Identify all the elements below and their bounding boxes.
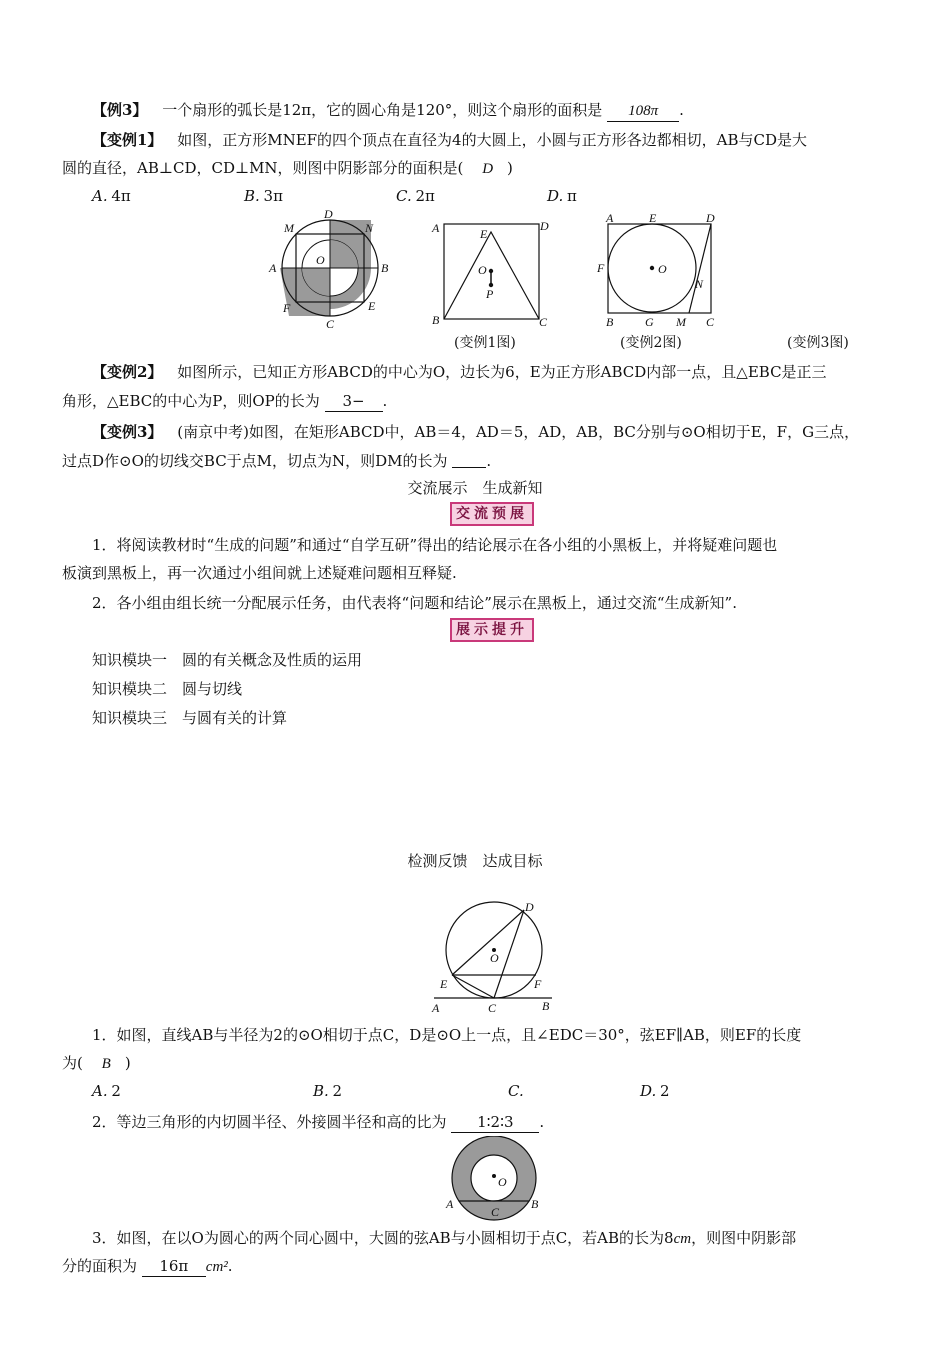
variant3-line1 — [92, 422, 859, 442]
exchange-item1a: 1．将阅读教材时“生成的问题”和通过“自学互研”得出的结论展示在各小组的小黑板上，并将疑难问题也 — [92, 536, 778, 554]
showcase-badge: 展示提升 — [450, 618, 534, 642]
svg-text:C: C — [706, 315, 715, 329]
svg-text:N: N — [365, 221, 374, 235]
module-3: 知识模块三 与圆有关的计算 — [92, 709, 288, 727]
variant3-figure — [596, 210, 726, 332]
svg-text:A: A — [432, 221, 440, 235]
svg-text:A: A — [269, 261, 277, 275]
variant1-label: 【变例1】 — [92, 131, 163, 149]
q3-line1 — [92, 1228, 796, 1249]
svg-text:G: G — [645, 315, 654, 329]
svg-text:O: O — [316, 253, 325, 267]
svg-text:F: F — [597, 261, 605, 275]
q1-line2 — [62, 1053, 131, 1074]
q2-answer: 1∶2∶3 — [451, 1112, 539, 1133]
module-1: 知识模块一 圆的有关概念及性质的运用 — [92, 651, 363, 669]
q1-option-d: D. 2 — [640, 1082, 670, 1100]
variant3-text1: (南京中考)如图，在矩形ABCD中，AB＝4，AD＝5，AD，AB，BC分别与⊙O相切于E，F，G三点， — [177, 423, 860, 441]
variant3-end: . — [486, 452, 492, 470]
q1-stem-end: 为( — [62, 1054, 83, 1072]
svg-text:D: D — [706, 211, 715, 225]
example3-end: . — [679, 101, 684, 119]
svg-text:E: E — [480, 227, 488, 241]
variant2-text1: 如图所示，已知正方形ABCD的中心为O，边长为6，E为正方形ABCD内部一点，且△EBC是正三 — [177, 363, 827, 381]
q1-line1: 1．如图，直线AB与半径为2的⊙O相切于点C，D是⊙O上一点，且∠EDC＝30°，弦EF∥AB，则EF的长度 — [92, 1026, 802, 1044]
svg-text:O: O — [490, 951, 499, 965]
exchange-item1b: 板演到黑板上，再一次通过小组间就上述疑难问题相互释疑. — [62, 564, 457, 582]
q1-figure — [424, 896, 560, 1016]
svg-text:D: D — [324, 207, 333, 221]
q2-line — [92, 1112, 544, 1133]
variant2-answer: 3− — [325, 391, 383, 412]
module-2: 知识模块二 圆与切线 — [92, 680, 243, 698]
variant2-line2 — [62, 391, 387, 412]
svg-text:F: F — [283, 301, 291, 315]
svg-text:B: B — [531, 1197, 539, 1211]
svg-text:O: O — [658, 262, 667, 276]
variant1-text2: 圆的直径，AB⊥CD，CD⊥MN，则图中阴影部分的面积是( — [62, 159, 464, 177]
svg-text:B: B — [432, 313, 440, 327]
q3-unit: cm — [673, 1231, 692, 1247]
q3-text-end: ，则图中阴影部 — [691, 1229, 797, 1247]
svg-text:E: E — [368, 299, 376, 313]
q2-end: . — [539, 1113, 545, 1131]
example3-text: 一个扇形的弧长是12π，它的圆心角是120°，则这个扇形的面积是 — [162, 101, 603, 119]
variant3-answer — [452, 451, 486, 468]
svg-text:B: B — [542, 999, 550, 1013]
variant1-option-d: D. π — [547, 187, 577, 205]
svg-text:B: B — [381, 261, 389, 275]
variant1-option-a: A. 4π — [92, 187, 131, 205]
example3-line — [92, 100, 684, 122]
example3-label: 【例3】 — [92, 101, 148, 119]
q2-text: 2．等边三角形的内切圆半径、外接圆半径和高的比为 — [92, 1113, 447, 1131]
exchange-badge: 交流预展 — [450, 502, 534, 526]
variant1-option-b: B. 3π — [244, 187, 283, 205]
variant1-figure — [268, 206, 392, 330]
q1-option-a: A. 2 — [92, 1082, 121, 1100]
q1-option-c: C. — [508, 1082, 524, 1100]
variant1-answer: D — [482, 161, 494, 177]
svg-text:A: A — [446, 1197, 454, 1211]
svg-text:E: E — [649, 211, 657, 225]
exchange-item2: 2．各小组由组长统一分配展示任务，由代表将“问题和结论”展示在黑板上，通过交流“生成新知”. — [92, 594, 737, 612]
test-title: 检测反馈 达成目标 — [407, 852, 543, 870]
q3-text: 3．如图，在以O为圆心的两个同心圆中，大圆的弦AB与小圆相切于点C，若AB的长为8 — [92, 1229, 674, 1247]
q3-answer: 16π — [142, 1256, 206, 1277]
svg-text:C: C — [539, 315, 548, 328]
svg-text:P: P — [486, 287, 494, 301]
svg-text:O: O — [478, 263, 487, 277]
variant3-label: 【变例3】 — [92, 423, 163, 441]
svg-text:E: E — [440, 977, 448, 991]
caption-variant1: (变例1图) — [454, 335, 516, 351]
variant1-text1: 如图，正方形MNEF的四个顶点在直径为4的大圆上，小圆与正方形各边都相切，AB与CD是大 — [177, 131, 807, 149]
caption-variant2: (变例2图) — [620, 335, 682, 351]
variant2-text2: 角形，△EBC的中心为P，则OP的长为 — [62, 392, 320, 410]
svg-text:M: M — [676, 315, 686, 329]
q3-stem-end: 分的面积为 — [62, 1257, 138, 1275]
caption-variant3: (变例3图) — [787, 335, 849, 351]
svg-text:B: B — [606, 315, 614, 329]
svg-text:D: D — [525, 900, 534, 914]
variant2-end: . — [382, 392, 388, 410]
svg-text:C: C — [491, 1205, 500, 1219]
svg-text:A: A — [606, 211, 614, 225]
svg-text:N: N — [695, 277, 704, 291]
tangent-dm — [689, 224, 711, 313]
q3-end: . — [227, 1257, 233, 1275]
variant2-line1 — [92, 362, 827, 382]
variant3-text2: 过点D作⊙O的切线交BC于点M，切点为N，则DM的长为 — [62, 452, 448, 470]
svg-text:F: F — [534, 977, 542, 991]
svg-text:A: A — [432, 1001, 440, 1015]
svg-text:O: O — [498, 1175, 507, 1189]
svg-text:C: C — [326, 317, 335, 330]
q3-unit2: cm² — [205, 1259, 228, 1275]
svg-text:D: D — [540, 219, 549, 233]
q3-line2 — [62, 1256, 233, 1277]
q1-answer: B — [101, 1056, 111, 1072]
svg-text:M: M — [284, 221, 294, 235]
variant1-option-c: C. 2π — [396, 187, 435, 205]
q1-option-b: B. 2 — [313, 1082, 343, 1100]
variant1-close: ) — [507, 159, 513, 177]
example3-answer: 108π — [607, 101, 679, 122]
svg-text:C: C — [488, 1001, 497, 1015]
variant2-figure — [426, 214, 552, 328]
variant1-line2 — [62, 158, 513, 179]
variant3-line2 — [62, 451, 491, 471]
variant1-line1 — [92, 130, 807, 150]
q1-close: ) — [124, 1054, 131, 1072]
exchange-title: 交流展示 生成新知 — [407, 479, 543, 497]
q3-figure — [440, 1136, 548, 1222]
variant2-label: 【变例2】 — [92, 363, 163, 381]
